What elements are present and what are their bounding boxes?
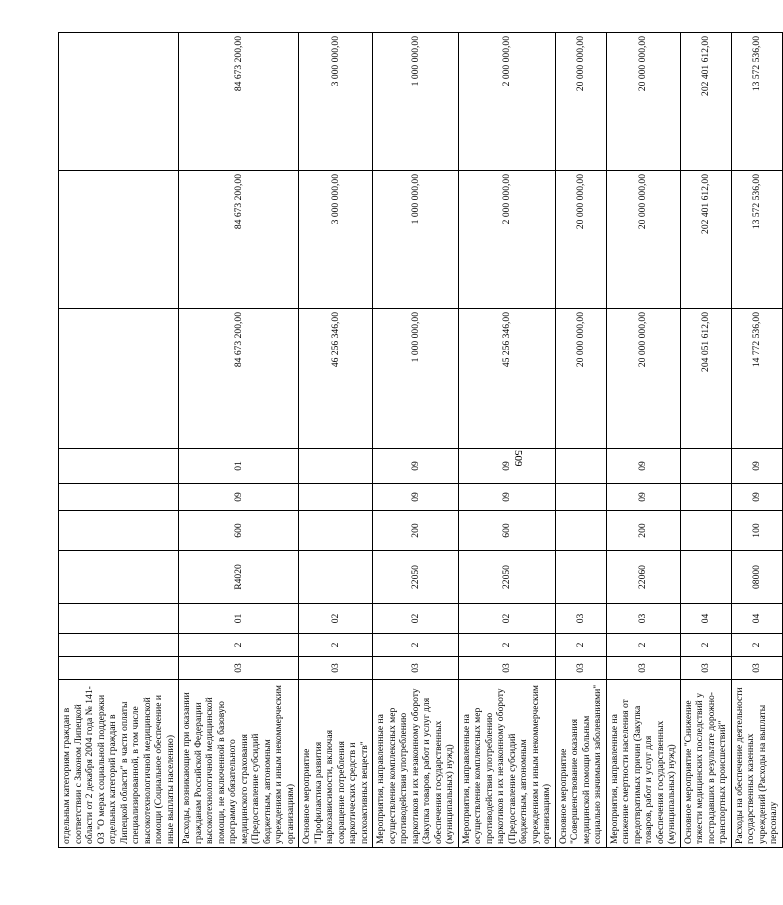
rotated-table-container xyxy=(58,33,779,848)
code-cell xyxy=(299,511,373,551)
row-name-cell: Мероприятия, направленные на осуществление комплексных мер противодействия употреблению наркотиков и их незаконному обороту (Закупка товаров, работ и услуг для обеспечения государственных (муниципальных) нужд) xyxy=(373,680,459,848)
code-cell: 01 xyxy=(179,449,299,484)
code-cell xyxy=(59,484,179,511)
page-number: 509 xyxy=(512,450,524,467)
table-row xyxy=(606,33,680,848)
code-cell xyxy=(555,511,606,551)
amount-cell: 3 000 000,00 xyxy=(299,33,373,171)
amount-cell xyxy=(59,33,179,171)
code-cell: 09 xyxy=(606,449,680,484)
amount-cell: 46 256 346,00 xyxy=(299,309,373,449)
code-cell: 09 xyxy=(373,449,459,484)
code-cell: 01 xyxy=(179,604,299,634)
amount-cell: 202 401 612,00 xyxy=(680,33,731,171)
code-cell: 22050 xyxy=(373,551,459,604)
amount-cell: 204 051 612,00 xyxy=(680,309,731,449)
code-cell: 02 xyxy=(458,604,555,634)
table-row xyxy=(59,33,179,848)
code-cell: 03 xyxy=(555,657,606,680)
amount-cell: 3 000 000,00 xyxy=(299,171,373,309)
amount-cell: 1 000 000,00 xyxy=(373,33,459,171)
code-cell xyxy=(680,511,731,551)
row-name-cell: Основное мероприятие "Профилактика развития наркозависимости, включая сокращение потребления наркотических средств и психоактивных веществ" xyxy=(299,680,373,848)
code-cell xyxy=(59,657,179,680)
code-cell xyxy=(299,484,373,511)
code-cell: 03 xyxy=(179,657,299,680)
table-row xyxy=(179,33,299,848)
row-name-cell: Основное мероприятие "Совершенствование оказания медицинской помощи больным социально значимыми заболеваниями" xyxy=(555,680,606,848)
code-cell xyxy=(680,484,731,511)
code-cell: 22050 xyxy=(458,551,555,604)
amount-cell: 202 401 612,00 xyxy=(680,171,731,309)
row-name-cell: Основное мероприятие "Снижение тяжести медицинских последствий у пострадавших в результате дорожно-транспортных происшествий" xyxy=(680,680,731,848)
row-name-cell: Мероприятия, направленные на осуществление комплексных мер противодействия употреблению наркотиков и их незаконному обороту (Предоставление субсидий бюджетным, автономным учреждениям и иным некоммерческим организациям) xyxy=(458,680,555,848)
code-cell xyxy=(299,551,373,604)
amount-cell: 14 772 536,00 xyxy=(731,309,782,449)
code-cell: 2 xyxy=(458,634,555,657)
code-cell: 2 xyxy=(606,634,680,657)
code-cell: 200 xyxy=(373,511,459,551)
code-cell xyxy=(555,551,606,604)
code-cell: 04 xyxy=(680,604,731,634)
code-cell: 2 xyxy=(299,634,373,657)
code-cell: 02 xyxy=(299,604,373,634)
code-cell: 100 xyxy=(731,511,782,551)
code-cell: 03 xyxy=(606,657,680,680)
code-cell: 200 xyxy=(606,511,680,551)
budget-table xyxy=(58,32,783,848)
code-cell xyxy=(59,634,179,657)
amount-cell: 20 000 000,00 xyxy=(606,309,680,449)
code-cell: R4020 xyxy=(179,551,299,604)
code-cell: 03 xyxy=(458,657,555,680)
amount-cell: 2 000 000,00 xyxy=(458,171,555,309)
amount-cell: 20 000 000,00 xyxy=(555,309,606,449)
code-cell xyxy=(680,551,731,604)
table-row xyxy=(299,33,373,848)
table-row xyxy=(458,33,555,848)
code-cell: 2 xyxy=(373,634,459,657)
code-cell: 03 xyxy=(555,604,606,634)
code-cell xyxy=(555,449,606,484)
code-cell: 2 xyxy=(731,634,782,657)
code-cell xyxy=(59,449,179,484)
amount-cell: 20 000 000,00 xyxy=(555,33,606,171)
code-cell: 04 xyxy=(731,604,782,634)
table-row xyxy=(373,33,459,848)
code-cell: 03 xyxy=(606,604,680,634)
row-name-cell: Расходы на обеспечение деятельности государственных казенных учреждений (Расходы на выплаты персоналу xyxy=(731,680,782,848)
amount-cell: 13 572 536,00 xyxy=(731,33,782,171)
code-cell: 2 xyxy=(680,634,731,657)
row-name-cell: отдельным категориям граждан в соответствии с Законом Липецкой области от 2 декабря 2004 года № 141-ОЗ "О мерах социальной поддержки отдельных категорий граждан в Липецкой области" в части оплаты специализированной, в том числе высокотехнологичной медицинской помощи (Социальное обеспечение и иные выплаты населению) xyxy=(59,680,179,848)
amount-cell: 20 000 000,00 xyxy=(606,171,680,309)
amount-cell: 20 000 000,00 xyxy=(555,171,606,309)
code-cell xyxy=(680,449,731,484)
amount-cell: 2 000 000,00 xyxy=(458,33,555,171)
code-cell: 02 xyxy=(373,604,459,634)
code-cell: 2 xyxy=(179,634,299,657)
amount-cell xyxy=(59,309,179,449)
amount-cell: 84 673 200,00 xyxy=(179,171,299,309)
code-cell xyxy=(59,604,179,634)
code-cell: 03 xyxy=(680,657,731,680)
code-cell: 09 xyxy=(606,484,680,511)
code-cell: 09 xyxy=(179,484,299,511)
row-name-cell: Мероприятия, направленные на снижение смертности населения от предотвратимых причин (Закупка товаров, работ и услуг для обеспечения государственных (муниципальных) нужд) xyxy=(606,680,680,848)
code-cell xyxy=(299,449,373,484)
amount-cell: 84 673 200,00 xyxy=(179,309,299,449)
amount-cell: 20 000 000,00 xyxy=(606,33,680,171)
code-cell: 09 xyxy=(731,484,782,511)
code-cell: 09 xyxy=(458,449,555,484)
amount-cell xyxy=(59,171,179,309)
table-row xyxy=(555,33,606,848)
amount-cell: 45 256 346,00 xyxy=(458,309,555,449)
code-cell xyxy=(59,511,179,551)
code-cell: 08000 xyxy=(731,551,782,604)
code-cell: 600 xyxy=(179,511,299,551)
code-cell: 600 xyxy=(458,511,555,551)
code-cell xyxy=(555,484,606,511)
code-cell: 09 xyxy=(731,449,782,484)
code-cell: 09 xyxy=(458,484,555,511)
code-cell xyxy=(59,551,179,604)
table-row xyxy=(680,33,731,848)
amount-cell: 1 000 000,00 xyxy=(373,309,459,449)
code-cell: 2 xyxy=(555,634,606,657)
code-cell: 03 xyxy=(373,657,459,680)
amount-cell: 84 673 200,00 xyxy=(179,33,299,171)
code-cell: 03 xyxy=(731,657,782,680)
code-cell: 09 xyxy=(373,484,459,511)
code-cell: 03 xyxy=(299,657,373,680)
table-row xyxy=(731,33,782,848)
amount-cell: 1 000 000,00 xyxy=(373,171,459,309)
row-name-cell: Расходы, возникающие при оказании гражданам Российской Федерации высокотехнологичной медицинской помощи, не включенной в базовую программу обязательного медицинского страхования (Предоставление субсидий бюджетным, автономным учреждениям и иным некоммерческим организациям) xyxy=(179,680,299,848)
amount-cell: 13 572 536,00 xyxy=(731,171,782,309)
code-cell: 22060 xyxy=(606,551,680,604)
